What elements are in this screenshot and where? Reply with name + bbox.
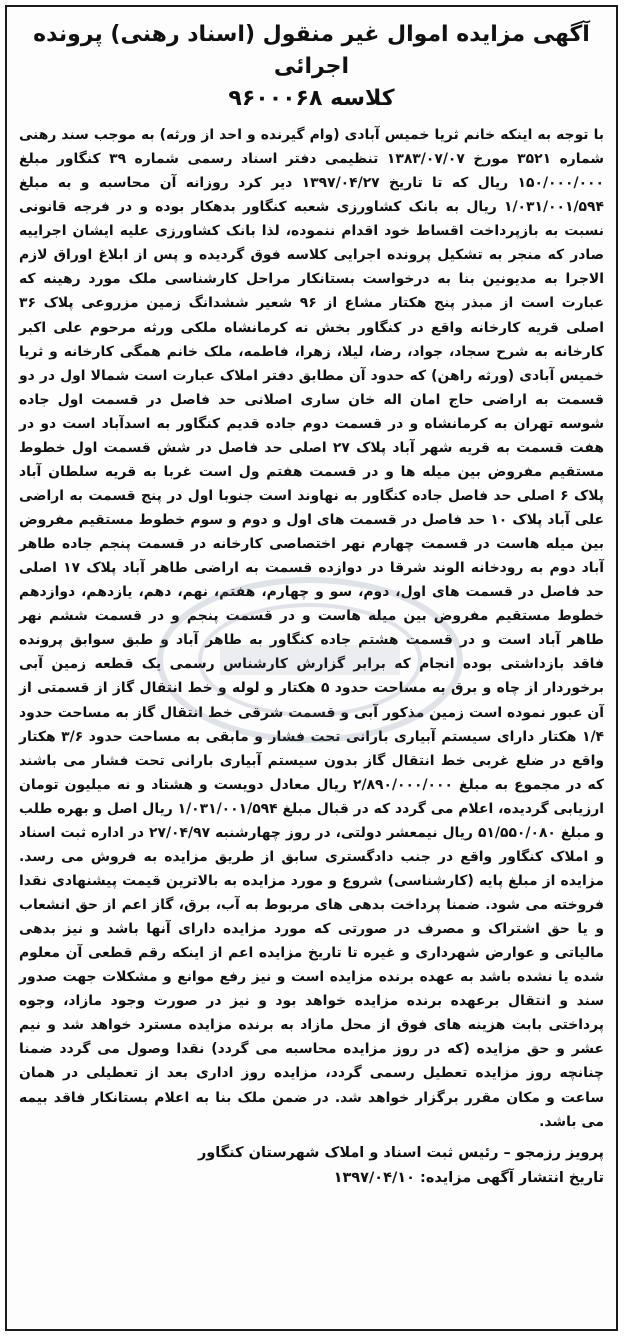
notice-title-line1: آگهی مزایده اموال غیر منقول (اسناد رهنی) پرونده اجرائی: [33, 22, 590, 79]
notice-frame: [5, 5, 618, 1331]
notice-title-line2: کلاسه ۹۶۰۰۰۶۸: [228, 86, 395, 111]
notice-title: [21, 19, 602, 115]
notice-publication-date: تاریخ انتشار آگهی مزایده: ۱۳۹۷/۰۴/۱۰: [333, 1169, 604, 1186]
notice-body: با توجه به اینکه خانم ثریا خمیس آبادی (وام گیرنده و احد از ورثه) به موجب سند رهنی شماره ۳۵۲۱ مورخ ۱۳۸۳/۰۷/۰۷ تنظیمی دفتر اسناد رسمی شماره ۳۹ کنگاور مبلغ ۱۵۰/۰۰۰/۰۰۰ ریال که تا تاریخ ۱۳۹۷/۰۴/۲۷ دیر کرد روزانه آن محاسبه و به مبلغ ۱/۰۳۱/۰۰۱/۵۹۴ ریال به بانک کشاورزی شعبه کنگاور بدهکار بوده و در فرجه قانونی نسبت به بازپرداخت اقساط خود اقدام ننموده، لذا بانک کشاورزی علیه ایشان اجراییه صادر که منجر به تشکیل پرونده اجرایی کلاسه فوق گردیده و پس از ابلاغ اوراق لازم الاجرا به مدیونین بنا به درخواست بستانکار مراحل کارشناسی ملک مورد رهینه که عبارت است از مبذر پنج هکتار مشاع از ۹۶ شعیر ششدانگ زمین مزروعی پلاک ۳۶ اصلی قریه کارخانه واقع در کنگاور بخش نه کرمانشاه ملکی ورثه مرحوم علی اکبر کارخانه به شرح سجاد، جواد، رضا، لیلا، زهرا، فاطمه، ملک خانم همگی کارخانه و ثریا خمیس آبادی (ورثه راهن) که حدود آن مطابق دفتر املاک عبارت است شمالا اول در دو قسمت به اراضی حاج امان اله خان ساری اصلانی حد فاصل در قسمت اول جاده شوسه تهران به کرمانشاه و در قسمت دوم جاده قدیم کنگاور به اسدآباد است دو در هفت قسمت به قریه شهر آباد پلاک ۲۷ اصلی حد فاصل در شش قسمت اول خطوط مستقیم مفروض بین میله ها و در قسمت هفتم ول است غربا به قریه سلطان آباد پلاک ۶ اصلی حد فاصل جاده کنگاور به نهاوند است جنوبا اول در پنج قسمت به اراضی علی آباد پلاک ۱۰ حد فاصل در قسمت های اول و دوم و سوم خطوط مستقیم مفروض بین میله هاست در قسمت چهارم نهر اختصاصی کارخانه در قسمت پنجم جاده طاهر آباد دوم به رودخانه الوند شرقا در دوازده قسمت به اراضی طاهر آباد پلاک ۱۷ اصلی حد فاصل در قسمت های اول، دوم، سو و چهارم، هفتم، نهم، دهم، یازدهم، دوازدهم خطوط مستقیم مفروض بین میله هاست و در قسمت پنجم و در قسمت ششم نهر طاهر آباد است و در قسمت هشتم جاده کنگاور به طاهر آباد و طبق سوابق پرونده فاقد بازداشتی بوده انجام که برابر گزارش کارشناس رسمی یک قطعه زمین آبی برخوردار از چاه و برق به مساحت حدود ۵ هکتار و لوله و خط انتقال گاز از قسمتی از آن عبور نموده است زمین مذکور آبی و قسمت شرقی خط انتقال گاز به مساحت حدود ۱/۴ هکتار دارای سیستم آبیاری بارانی تحت فشار و مابقی به مساحت حدود ۳/۶ هکتار واقع در ضلع غربی خط انتقال گاز بدون سیستم آبیاری بارانی تحت فشار می باشند که در مجموع به مبلغ ۲/۸۹۰/۰۰۰/۰۰۰ ریال معادل دویست و هشتاد و نه میلیون تومان ارزیابی گردیده، اعلام می گردد که در قبال مبلغ ۱/۰۳۱/۰۰۱/۵۹۴ ریال اصل و بهره طلب و مبلغ ۵۱/۵۵۰/۰۸۰ ریال نیمعشر دولتی، در روز چهارشنبه ۲۷/۰۴/۹۷ در اداره ثبت اسناد و املاک کنگاور واقع در جنب دادگستری سابق از طریق مزایده به فروش می رسد. مزایده از مبلغ پایه (کارشناسی) شروع و مورد مزایده به بالاترین قیمت پیشنهادی نقدا فروخته می شود. ضمنا پرداخت بدهی های مربوط به آب، برق، گاز اعم از حق انشعاب و یا حق اشتراک و مصرف در صورتی که مورد مزایده دارای آنها باشد و نیز بدهی مالیاتی و عوارض شهرداری و غیره تا تاریخ مزایده اعم از اینکه رقم قطعی آن معلوم شده یا نشده باشد به عهده برنده مزایده است و نیز رفع موانع و مشکلات جهت صدور سند و انتقال برعهده برنده مزایده خواهد بود و نیز در صورت وجود مازاد، وجوه پرداختی بابت هزینه های فوق از محل مازاد به برنده مزایده مسترد خواهد شد و نیم عشر و حق مزایده (که در روز مزایده محاسبه می گردد) نقدا وصول می گردد ضمنا چنانچه روز مزایده تعطیل رسمی گردد، مزایده روز اداری بعد از تعطیلی در همان ساعت و مکان مقرر برگزار خواهد شد. در ضمن ملک بنا به اعلام بستانکار فاقد بیمه می باشد.: [19, 127, 605, 1130]
notice-signature: پرویز رزمجو – رئیس ثبت اسناد و املاک شهرستان کنگاور: [197, 1144, 604, 1161]
